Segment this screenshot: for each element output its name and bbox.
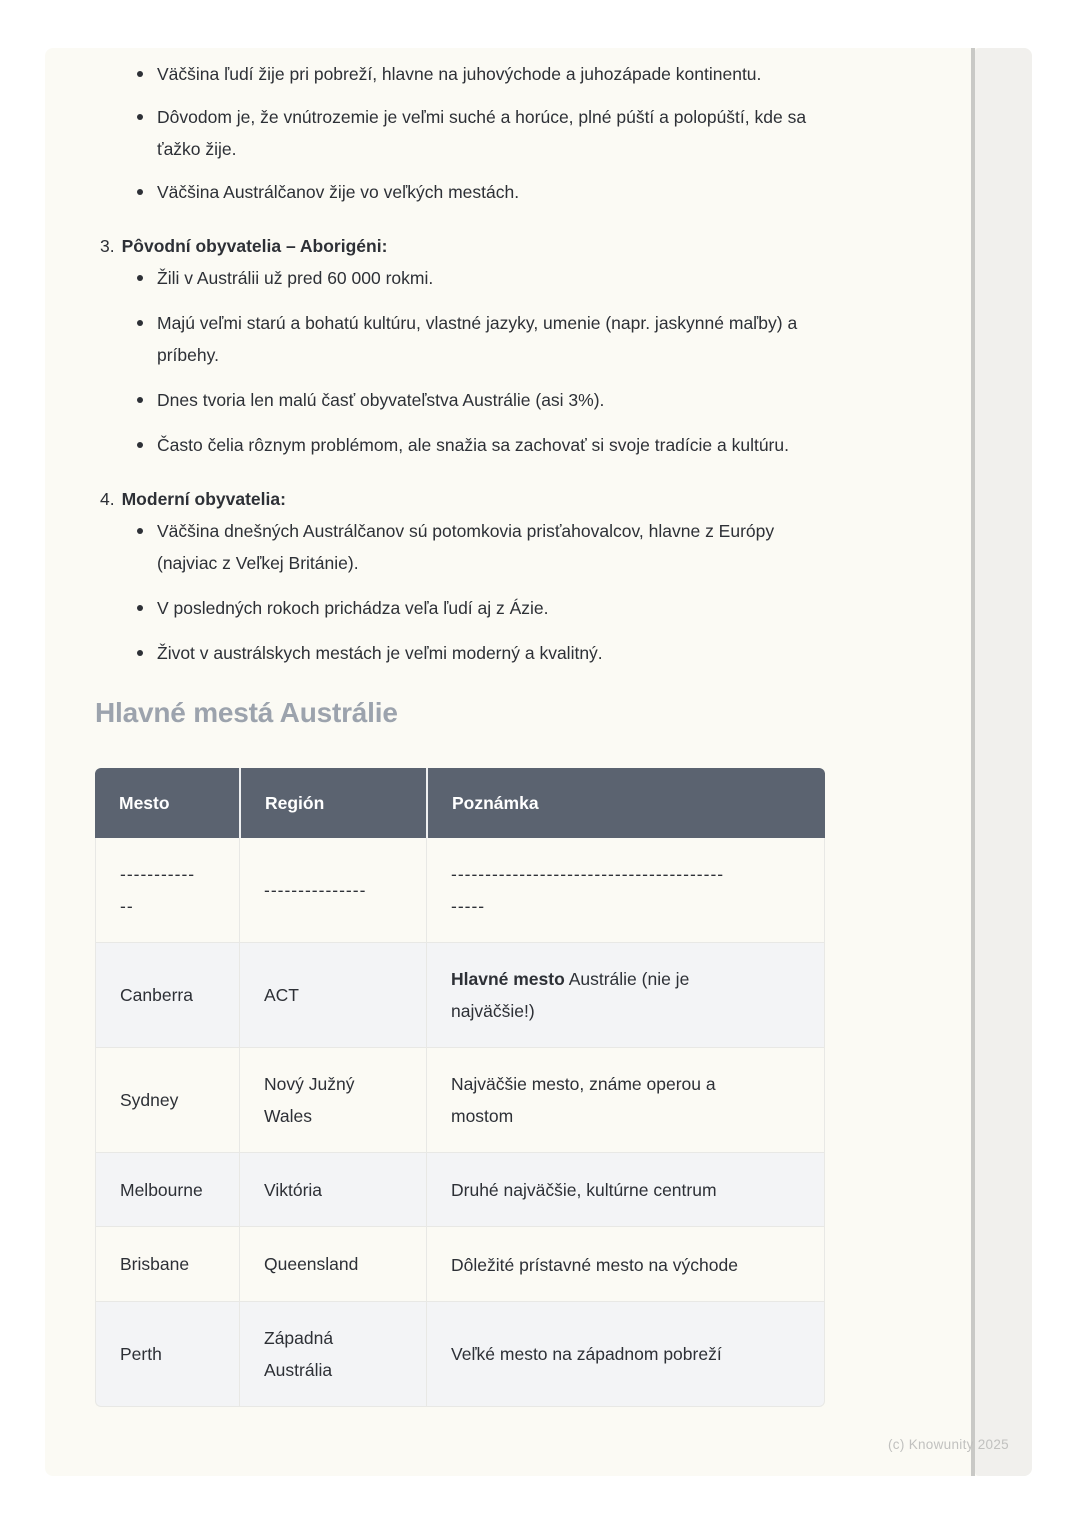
region-cell: Západná Austrália: [239, 1301, 426, 1407]
note-bold-text: Hlavné mesto: [451, 969, 565, 989]
scrollbar-track[interactable]: [975, 48, 1032, 1476]
intro-list: [95, 58, 825, 208]
note-text: Druhé najväčšie, kultúrne centrum: [451, 1180, 717, 1201]
list-item: Väčšina Austrálčanov žije vo veľkých mestách.: [157, 176, 825, 208]
scrollbar-thumb[interactable]: [971, 48, 975, 1476]
table-row-brisbane: [95, 1226, 825, 1300]
note-cell: [426, 1226, 825, 1300]
list-item: Väčšina ľudí žije pri pobreží, hlavne na juhovýchode a juhozápade kontinentu.: [157, 58, 825, 90]
section-3-list: [95, 262, 825, 461]
separator-cell: [426, 838, 825, 942]
city-cell: Canberra: [95, 942, 239, 1047]
table-header-row: [95, 768, 825, 838]
column-header-mesto: Mesto: [95, 768, 239, 838]
cities-table: [95, 768, 825, 1407]
dash-line: ---------------: [264, 880, 367, 900]
list-item: Väčšina dnešných Austrálčanov sú potomkovia prisťahovalcov, hlavne z Európy (najviac z Veľkej Británie).: [157, 515, 825, 579]
column-header-poznamka: Poznámka: [426, 768, 825, 838]
note-text: Najväčšie mesto, známe operou a mostom: [451, 1074, 716, 1126]
city-cell: Sydney: [95, 1047, 239, 1152]
region-cell: Queensland: [239, 1226, 426, 1300]
table-row-perth: [95, 1301, 825, 1407]
section-4-heading: [100, 483, 825, 515]
note-cell: [426, 1152, 825, 1226]
section-number: 4.: [100, 489, 115, 509]
table-row-melbourne: [95, 1152, 825, 1226]
column-header-region: Región: [239, 768, 426, 838]
dash-line: ----------------------------------------: [451, 864, 725, 884]
separator-row: [95, 838, 825, 942]
list-item: V posledných rokoch prichádza veľa ľudí aj z Ázie.: [157, 592, 825, 624]
watermark: (c) Knowunity 2025: [888, 1437, 1009, 1452]
document-content: [45, 48, 975, 1407]
note-cell: [426, 942, 825, 1047]
section-4-list: [95, 515, 825, 669]
region-cell: Nový Južný Wales: [239, 1047, 426, 1152]
list-item: Často čelia rôznym problémom, ale snažia sa zachovať si svoje tradície a kultúru.: [157, 429, 825, 461]
separator-cell: [239, 838, 426, 942]
table-row-sydney: [95, 1047, 825, 1152]
note-cell: [426, 1301, 825, 1407]
city-cell: Brisbane: [95, 1226, 239, 1300]
dash-line: -----------: [120, 864, 196, 884]
note-text: Austrálie (nie je najväčšie!): [451, 969, 690, 1021]
page-title: Hlavné mestá Austrálie: [95, 697, 398, 728]
table-row-canberra: [95, 942, 825, 1047]
list-item: Život v austrálskych mestách je veľmi moderný a kvalitný.: [157, 637, 825, 669]
section-number: 3.: [100, 236, 115, 256]
section-title: Moderní obyvatelia:: [121, 489, 286, 509]
dash-line: -----: [451, 896, 486, 916]
separator-cell: [95, 838, 239, 942]
list-item: Dnes tvoria len malú časť obyvateľstva Austrálie (asi 3%).: [157, 384, 825, 416]
document-panel: [45, 48, 1032, 1476]
city-cell: Melbourne: [95, 1152, 239, 1226]
city-cell: Perth: [95, 1301, 239, 1407]
dash-line: --: [120, 896, 134, 916]
list-item: Žili v Austrálii už pred 60 000 rokmi.: [157, 262, 825, 294]
note-text: Veľké mesto na západnom pobreží: [451, 1344, 722, 1365]
section-title: Pôvodní obyvatelia – Aborigéni:: [121, 236, 388, 256]
region-cell: ACT: [239, 942, 426, 1047]
list-item: Majú veľmi starú a bohatú kultúru, vlastné jazyky, umenie (napr. jaskynné maľby) a príbehy.: [157, 307, 825, 371]
section-3-heading: [100, 230, 825, 262]
note-cell: [426, 1047, 825, 1152]
region-cell: Viktória: [239, 1152, 426, 1226]
list-item: Dôvodom je, že vnútrozemie je veľmi suché a horúce, plné púští a polopúští, kde sa ťažko žije.: [157, 101, 825, 165]
note-text: Dôležité prístavné mesto na východe: [451, 1254, 738, 1275]
